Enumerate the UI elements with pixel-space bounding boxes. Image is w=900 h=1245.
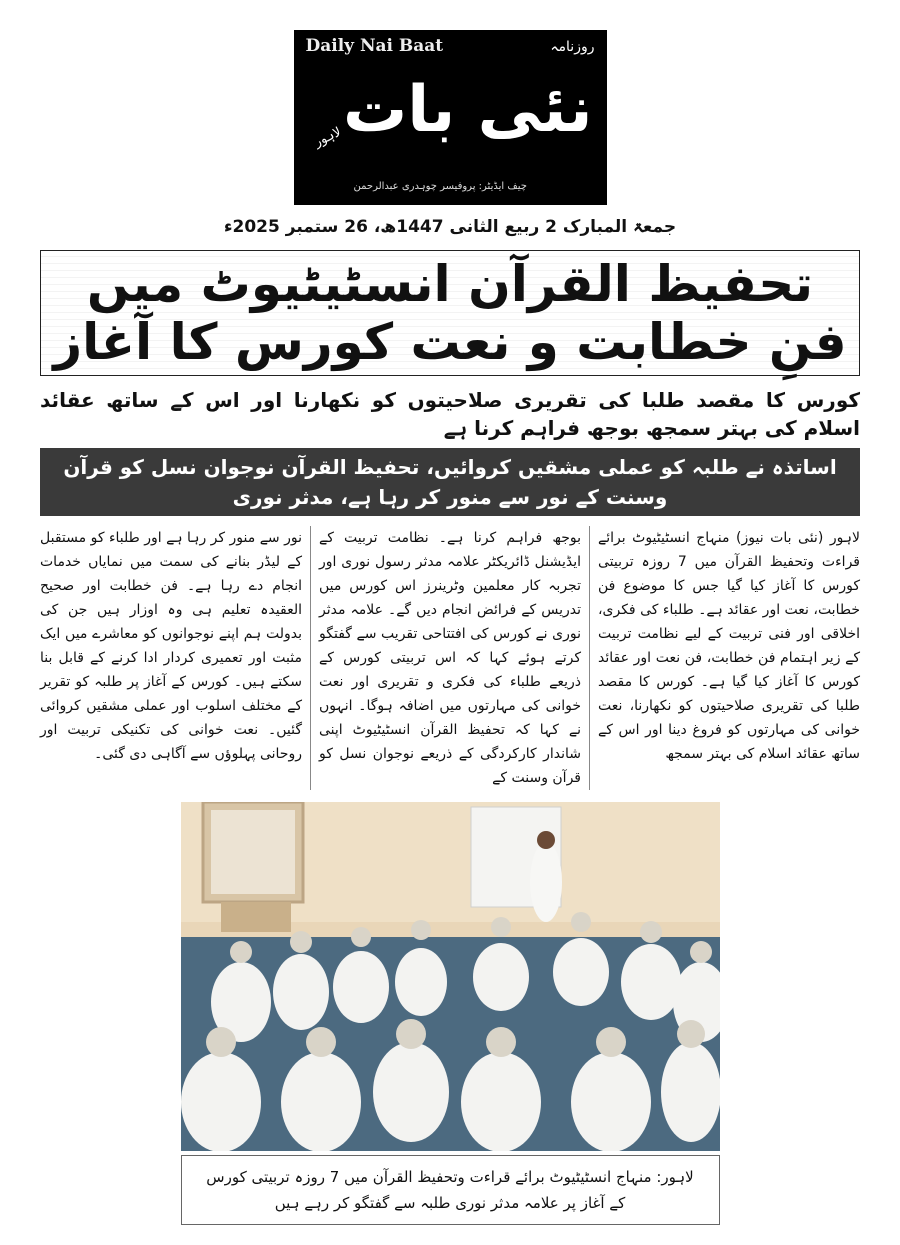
masthead-english-name: Daily Nai Baat	[305, 36, 444, 56]
masthead-urdu-name: نئی بات	[342, 73, 593, 147]
article-column-3: نور سے منور کر رہا ہے اور طلباء کو مستقبل کے لیڈر بنانے کی سمت میں نمایاں خدمات انجام دے رہا ہے۔ فن خطابت اور صحیح العقیدہ تعلیم ہی وہ اوزار ہیں جن کی بدولت ہم اپنے نوجوانوں کو معاشرے میں ایک مثبت اور تعمیری کردار ادا کرنے کے قابل بنا سکتے ہیں۔ کورس کے آغاز پر طلبہ کو تقریر کے مختلف اسلوب اور عملی مشقیں کروائی گئیں۔ نعت خوانی کی تکنیکی تربیت اور روحانی پہلوؤں سے آگاہی دی گئی۔	[40, 530, 302, 762]
column-divider	[310, 526, 311, 790]
band-headline: اساتذہ نے طلبہ کو عملی مشقیں کروائیں، تحفیظ القرآن نوجوان نسل کو قرآن وسنت کے نور سے منور کر رہا ہے، مدثر نوری	[40, 448, 860, 516]
article-body	[40, 526, 860, 790]
newspaper-masthead-logo	[294, 30, 607, 205]
masthead-editor: چیف ایڈیٹر: پروفیسر چوہدری عبدالرحمن	[353, 181, 527, 192]
headline: تحفیظ القرآن انسٹیٹیوٹ میں فنِ خطابت و نعت کورس کا آغاز	[53, 255, 847, 371]
article-column-2: بوجھ فراہم کرنا ہے۔ نظامت تربیت کے ایڈیشنل ڈائریکٹر علامہ مدثر رسول نوری اور تجربہ کار معلمین وٹرینرز اس کورس میں تدریس کے فرائض انجام دیں گے۔ علامہ مدثر نوری نے کورس کی افتتاحی تقریب سے گفتگو کرتے ہوئے کہا کہ اس تربیتی کورس کے ذریعے طلباء کی فکری و تقریری اور نعت خوانی کی مہارتوں میں اضافہ ہوگا۔ انہوں نے کہا کہ تحفیظ القرآن انسٹیٹیوٹ اپنی شاندار کارکردگی کے ذریعے نوجوان نسل کو قرآن وسنت کے	[319, 530, 581, 786]
headline-box	[40, 250, 860, 376]
masthead-city: لاہور	[311, 124, 344, 151]
photo-caption: لاہور: منہاج انسٹیٹیوٹ برائے قراءت وتحفیظ القرآن میں 7 روزہ تربیتی کورس کے آغاز پر علامہ مدثر نوری طلبہ سے گفتگو کر رہے ہیں	[181, 1155, 720, 1225]
subheadline: کورس کا مقصد طلبا کی تقریری صلاحیتوں کو نکھارنا اور اس کے ساتھ عقائد اسلام کی بہتر سمجھ بوجھ فراہم کرنا ہے	[40, 388, 860, 440]
masthead-tagline: روزنامہ	[550, 39, 595, 55]
news-photo-classroom	[181, 802, 720, 1151]
dateline: جمعۃ المبارک 2 ربیع الثانی 1447ھ، 26 ستمبر 2025ء	[223, 217, 677, 237]
article-column-1: لاہور (نئی بات نیوز) منہاج انسٹیٹیوٹ برائے قراءت وتحفیظ القرآن میں 7 روزہ تربیتی کورس کا آغاز کیا گیا جس کا موضوع فن خطابت، نعت اور عقائد ہے۔ طلباء کی فکری، اخلاقی اور فنی تربیت کے لیے نظامت تربیت کے زیر اہتمام فن خطابت، فن نعت اور عقائد کورس کا آغاز کیا گیا ہے۔ کورس کا مقصد طلبا کی تقریری صلاحیتوں کو نکھارنا، نعت خوانی کی مہارتوں کو فروغ دینا اور اس کے ساتھ عقائد اسلام کی بہتر سمجھ	[598, 530, 860, 762]
column-divider	[589, 526, 590, 790]
